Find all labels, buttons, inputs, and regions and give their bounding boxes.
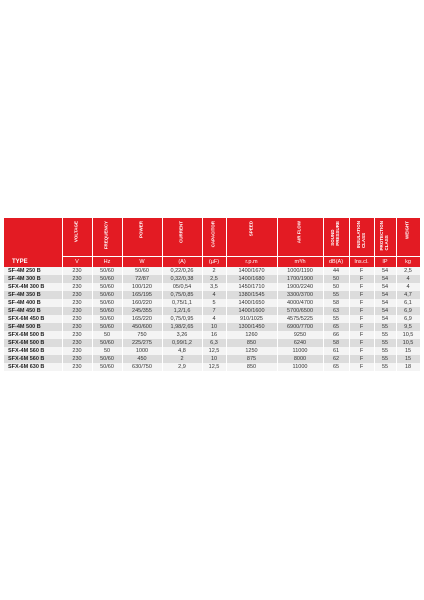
weight-cell: 10,5 [396,339,420,347]
table-row [4,275,420,283]
frequency-unit: Hz [92,257,122,268]
speed-cell: 1400/1600 [226,307,277,315]
airflow-cell: 4000/4700 [277,299,323,307]
table-row [4,347,420,355]
airflow-cell: 4575/5225 [277,315,323,323]
power-cell: 165/195 [122,291,162,299]
sound-pressure-cell: 66 [323,331,349,339]
current-cell: 0,75/0,85 [162,291,202,299]
power-cell: 1000 [122,347,162,355]
capacitor-cell: 10 [202,355,226,363]
table-row [4,291,420,299]
capacitor-cell: 2,5 [202,275,226,283]
voltage-column-header [62,218,92,257]
sound-pressure-cell: 44 [323,267,349,275]
weight-cell: 15 [396,347,420,355]
airflow-cell: 3300/3700 [277,291,323,299]
airflow-cell: 1000/1190 [277,267,323,275]
airflow-cell: 1900/2240 [277,283,323,291]
voltage-cell: 230 [62,315,92,323]
power-cell: 165/220 [122,315,162,323]
protection-class-cell: 55 [374,347,396,355]
current-column-header [162,218,202,257]
type-cell: SF-4M 250 B [4,267,62,275]
airflow-cell: 6240 [277,339,323,347]
speed-cell: 1380/1545 [226,291,277,299]
power-cell: 160/220 [122,299,162,307]
type-cell: SF-4M 400 B [4,299,62,307]
speed-cell: 1260 [226,331,277,339]
power-cell: 630/750 [122,363,162,371]
power-header-label: POWER [138,221,144,239]
power-cell: 450 [122,355,162,363]
type-cell: SF-4M 450 B [4,307,62,315]
header-unit-row [4,257,420,268]
insulation-class-cell: F [349,339,374,347]
voltage-cell: 230 [62,347,92,355]
insulation-class-cell: F [349,307,374,315]
weight-column-header [396,218,420,257]
weight-cell: 9,5 [396,323,420,331]
table-row [4,299,420,307]
weight-cell: 6,9 [396,315,420,323]
frequency-header-label: FREQUENCY [103,221,109,250]
type-cell: SFX-6M 500 B [4,331,62,339]
type-cell: SFX-4M 560 B [4,347,62,355]
capacitor-cell: 3,5 [202,283,226,291]
weight-cell: 6,9 [396,307,420,315]
weight-cell: 15 [396,355,420,363]
voltage-unit: V [62,257,92,268]
voltage-cell: 230 [62,267,92,275]
sound-pressure-column-header [323,218,349,257]
power-cell: 50/60 [122,267,162,275]
current-cell: 4,8 [162,347,202,355]
insulation-class-cell: F [349,275,374,283]
frequency-cell: 50 [92,331,122,339]
insulation-class-cell: F [349,299,374,307]
current-cell: 3,26 [162,331,202,339]
table-row [4,267,420,275]
frequency-cell: 50/60 [92,315,122,323]
voltage-cell: 230 [62,283,92,291]
protection-class-cell: 54 [374,307,396,315]
power-cell: 225/275 [122,339,162,347]
weight-cell: 4 [396,283,420,291]
protection-class-cell: 54 [374,275,396,283]
type-cell: SF-4M 300 B [4,275,62,283]
voltage-header-label: VOLTAGE [73,221,79,243]
voltage-cell: 230 [62,275,92,283]
protection-class-header-label: PROTECTION CLASS [379,221,389,251]
frequency-cell: 50/60 [92,291,122,299]
table-row [4,339,420,347]
capacitor-unit: (µF) [202,257,226,268]
weight-cell: 6,1 [396,299,420,307]
sound-pressure-unit: dB(A) [323,257,349,268]
protection-class-cell: 55 [374,363,396,371]
capacitor-cell: 10 [202,323,226,331]
speed-cell: 1450/1710 [226,283,277,291]
airflow-header-label: AIR FLOW [296,221,302,244]
speed-unit: r.p.m [226,257,277,268]
frequency-cell: 50/60 [92,355,122,363]
airflow-cell: 8000 [277,355,323,363]
speed-column-header [226,218,277,257]
frequency-cell: 50/60 [92,267,122,275]
insulation-class-cell: F [349,323,374,331]
speed-cell: 850 [226,363,277,371]
current-cell: 2,9 [162,363,202,371]
insulation-class-header-label: INSULATION CLASS [355,221,366,249]
table-body [4,267,420,371]
sound-pressure-cell: 55 [323,291,349,299]
power-column-header [122,218,162,257]
power-cell: 450/600 [122,323,162,331]
airflow-cell: 1700/1900 [277,275,323,283]
weight-cell: 4,7 [396,291,420,299]
current-cell: 2 [162,355,202,363]
sound-pressure-cell: 62 [323,355,349,363]
capacitor-column-header [202,218,226,257]
airflow-cell: 6900/7700 [277,323,323,331]
sound-pressure-cell: 58 [323,299,349,307]
protection-class-cell: 54 [374,291,396,299]
weight-header-label: WEIGHT [404,221,410,239]
insulation-class-unit: Ins.cl. [349,257,374,268]
table-row [4,355,420,363]
type-cell: SF-4M 350 B [4,291,62,299]
protection-class-cell: 54 [374,283,396,291]
type-cell: SFX-6M 500 B [4,339,62,347]
capacitor-header-label: CAPACITOR [210,221,216,248]
frequency-cell: 50/60 [92,339,122,347]
frequency-cell: 50/60 [92,363,122,371]
fan-spec-table [4,218,421,371]
table-row [4,283,420,291]
speed-cell: 1300/1450 [226,323,277,331]
voltage-cell: 230 [62,291,92,299]
current-header-label: CURRENT [178,221,184,243]
capacitor-cell: 6,3 [202,339,226,347]
current-cell: 1,98/2,65 [162,323,202,331]
table-row [4,315,420,323]
insulation-class-cell: F [349,347,374,355]
table-header [4,218,420,267]
speed-cell: 875 [226,355,277,363]
type-cell: SFX-4M 300 B [4,283,62,291]
protection-class-cell: 54 [374,267,396,275]
table-row [4,331,420,339]
frequency-cell: 50/60 [92,283,122,291]
airflow-column-header [277,218,323,257]
airflow-cell: 11000 [277,363,323,371]
capacitor-cell: 4 [202,315,226,323]
insulation-class-cell: F [349,315,374,323]
spec-table-container [4,218,420,371]
type-column-header: TYPE [4,218,62,267]
frequency-cell: 50/60 [92,275,122,283]
protection-class-cell: 54 [374,315,396,323]
capacitor-cell: 12,5 [202,347,226,355]
frequency-cell: 50/60 [92,299,122,307]
weight-cell: 10,5 [396,331,420,339]
table-row [4,363,420,371]
power-cell: 72/87 [122,275,162,283]
header-title-row [4,218,420,257]
frequency-cell: 50 [92,347,122,355]
speed-cell: 850 [226,339,277,347]
type-cell: SFX-6M 450 B [4,315,62,323]
power-unit: W [122,257,162,268]
speed-cell: 1400/1650 [226,299,277,307]
voltage-cell: 230 [62,331,92,339]
weight-cell: 4 [396,275,420,283]
current-cell: 0,22/0,26 [162,267,202,275]
protection-class-column-header [374,218,396,257]
capacitor-cell: 7 [202,307,226,315]
speed-cell: 1400/1670 [226,267,277,275]
speed-cell: 1250 [226,347,277,355]
sound-pressure-cell: 61 [323,347,349,355]
protection-class-cell: 54 [374,299,396,307]
voltage-cell: 230 [62,299,92,307]
insulation-class-cell: F [349,291,374,299]
current-unit: (A) [162,257,202,268]
sound-pressure-cell: 55 [323,315,349,323]
sound-pressure-cell: 58 [323,339,349,347]
protection-class-cell: 55 [374,323,396,331]
airflow-cell: 11000 [277,347,323,355]
voltage-cell: 230 [62,355,92,363]
frequency-cell: 50/60 [92,307,122,315]
table-row [4,307,420,315]
capacitor-cell: 5 [202,299,226,307]
power-cell: 750 [122,331,162,339]
capacitor-cell: 2 [202,267,226,275]
frequency-column-header [92,218,122,257]
current-cell: 0,99/1,2 [162,339,202,347]
table-row [4,323,420,331]
insulation-class-cell: F [349,363,374,371]
sound-pressure-header-label: SOUND PRESSURE [330,221,340,246]
sound-pressure-cell: 65 [323,323,349,331]
insulation-class-cell: F [349,283,374,291]
weight-cell: 18 [396,363,420,371]
insulation-class-cell: F [349,267,374,275]
current-cell: 1,2/1,6 [162,307,202,315]
protection-class-cell: 55 [374,339,396,347]
current-cell: 05/0,54 [162,283,202,291]
airflow-unit: m³/h [277,257,323,268]
power-cell: 245/355 [122,307,162,315]
frequency-cell: 50/60 [92,323,122,331]
type-cell: SFX-6M 560 B [4,355,62,363]
protection-class-cell: 55 [374,331,396,339]
capacitor-cell: 16 [202,331,226,339]
airflow-cell: 9250 [277,331,323,339]
sound-pressure-cell: 63 [323,307,349,315]
sound-pressure-cell: 65 [323,363,349,371]
voltage-cell: 230 [62,339,92,347]
insulation-class-column-header [349,218,374,257]
speed-header-label: SPEED [248,221,254,237]
weight-unit: kg [396,257,420,268]
protection-class-unit: IP [374,257,396,268]
capacitor-cell: 12,5 [202,363,226,371]
weight-cell: 2,5 [396,267,420,275]
voltage-cell: 230 [62,307,92,315]
current-cell: 0,75/1,1 [162,299,202,307]
type-cell: SFX-6M 630 B [4,363,62,371]
speed-cell: 1400/1680 [226,275,277,283]
insulation-class-cell: F [349,331,374,339]
current-cell: 0,75/0,95 [162,315,202,323]
voltage-cell: 230 [62,363,92,371]
speed-cell: 910/1025 [226,315,277,323]
current-cell: 0,32/0,38 [162,275,202,283]
sound-pressure-cell: 50 [323,275,349,283]
type-cell: SF-4M 500 B [4,323,62,331]
voltage-cell: 230 [62,323,92,331]
capacitor-cell: 4 [202,291,226,299]
sound-pressure-cell: 50 [323,283,349,291]
airflow-cell: 5700/6500 [277,307,323,315]
insulation-class-cell: F [349,355,374,363]
power-cell: 100/120 [122,283,162,291]
protection-class-cell: 55 [374,355,396,363]
